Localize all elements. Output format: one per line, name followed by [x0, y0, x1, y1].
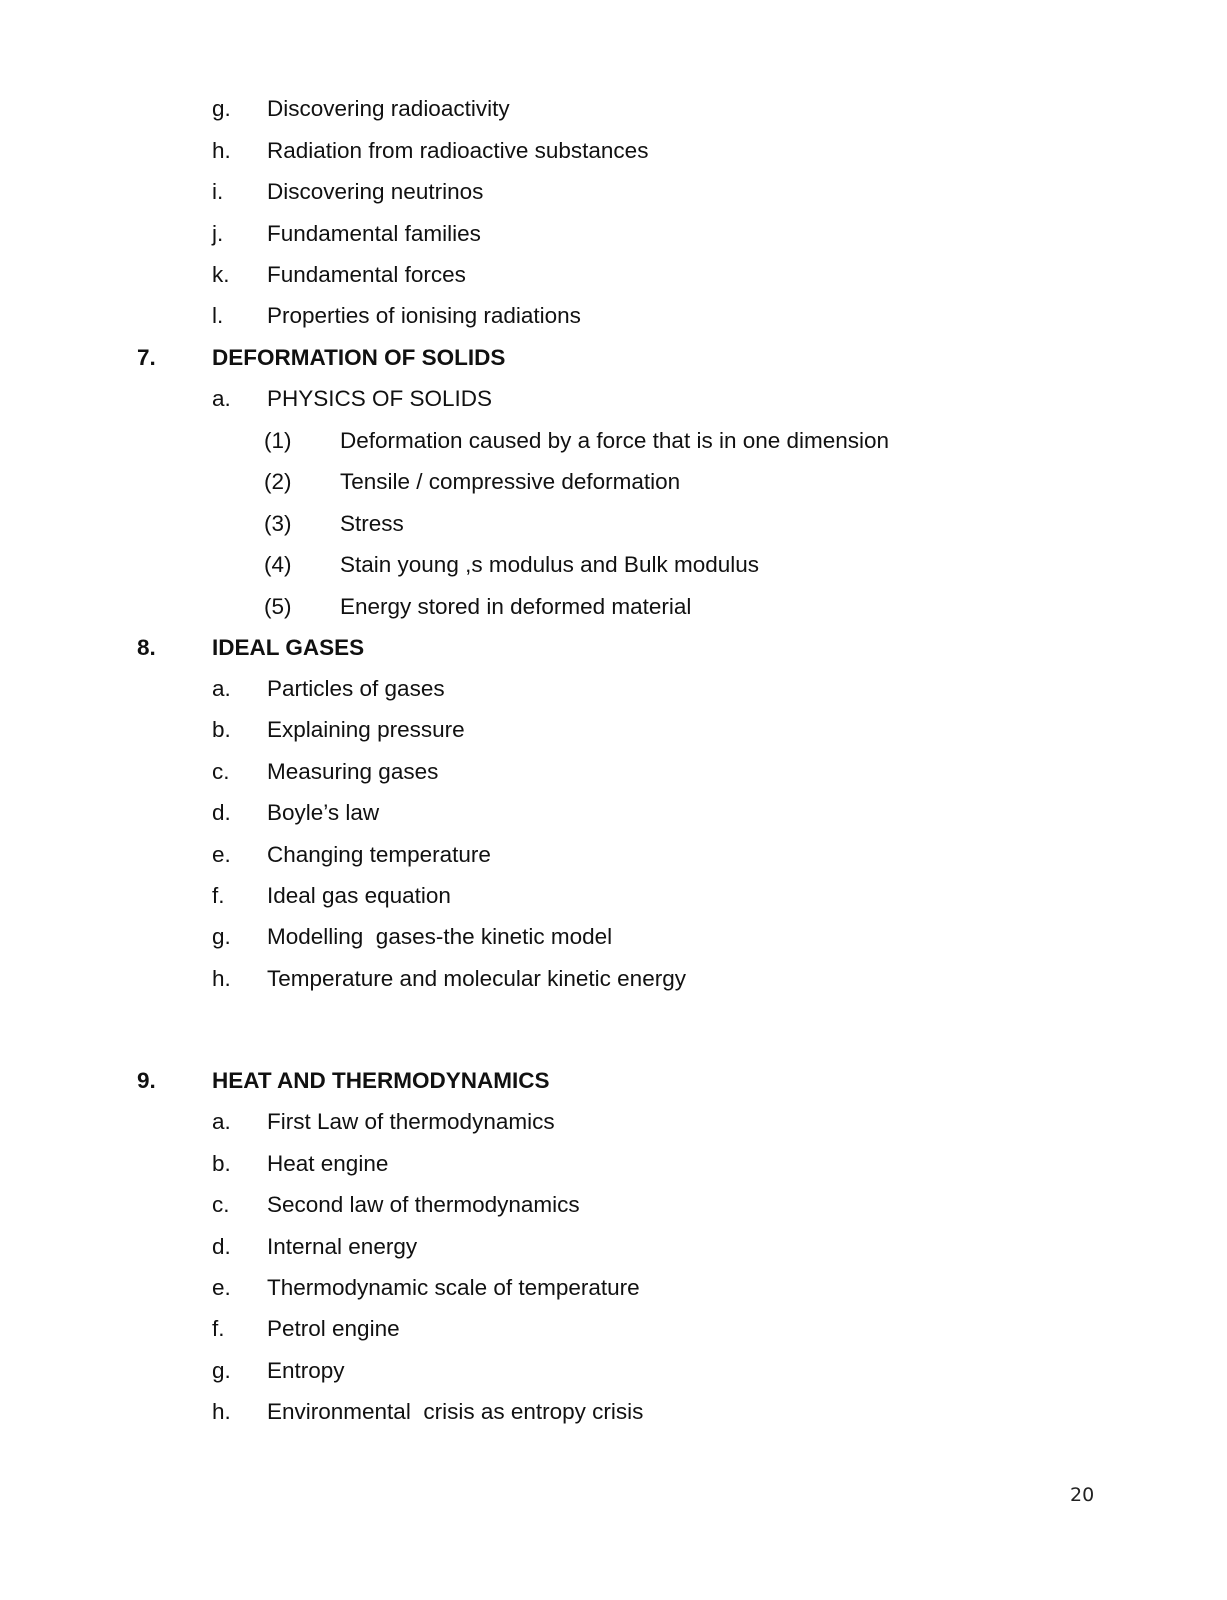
item-text: Petrol engine: [267, 1316, 400, 1341]
item-text: Discovering neutrinos: [267, 179, 484, 204]
item-label: a.: [212, 1109, 231, 1134]
item-label: k.: [212, 262, 230, 287]
item-text: Ideal gas equation: [267, 883, 451, 908]
subitem-label: (3): [264, 511, 292, 536]
item-text: Modelling gases-the kinetic model: [267, 924, 613, 949]
item-text: Particles of gases: [267, 676, 445, 701]
item-label: d.: [212, 1234, 231, 1259]
item-text: Measuring gases: [267, 759, 439, 784]
item-label: c.: [212, 1192, 230, 1217]
section-number: 9.: [137, 1068, 156, 1093]
section-title: DEFORMATION OF SOLIDS: [212, 345, 506, 370]
item-text: Boyle’s law: [267, 800, 380, 825]
item-label: e.: [212, 1275, 231, 1300]
item-label: a.: [212, 386, 231, 411]
section-title: IDEAL GASES: [212, 635, 365, 660]
item-label: h.: [212, 966, 231, 991]
section-number: 7.: [137, 345, 156, 370]
item-text: Thermodynamic scale of temperature: [267, 1275, 640, 1300]
item-label: j.: [212, 221, 224, 246]
item-text: Properties of ionising radiations: [267, 303, 581, 328]
item-label: f.: [212, 883, 225, 908]
item-label: b.: [212, 1151, 231, 1176]
subitem-text: Tensile / compressive deformation: [340, 469, 681, 494]
item-label: a.: [212, 676, 231, 701]
item-text: Fundamental families: [267, 221, 481, 246]
item-text: Discovering radioactivity: [267, 96, 510, 121]
item-label: i.: [212, 179, 224, 204]
item-label: g.: [212, 1358, 231, 1383]
item-text: First Law of thermodynamics: [267, 1109, 555, 1134]
item-label: g.: [212, 96, 231, 121]
item-label: g.: [212, 924, 231, 949]
item-label: l.: [212, 303, 224, 328]
item-label: h.: [212, 138, 231, 163]
subitem-label: (2): [264, 469, 292, 494]
section-title: HEAT AND THERMODYNAMICS: [212, 1068, 550, 1093]
subitem-text: Stain young ,s modulus and Bulk modulus: [340, 552, 759, 577]
subitem-text: Energy stored in deformed material: [340, 594, 692, 619]
subitem-label: (4): [264, 552, 292, 577]
item-label: b.: [212, 717, 231, 742]
item-label: e.: [212, 842, 231, 867]
item-label: c.: [212, 759, 230, 784]
item-text: Internal energy: [267, 1234, 418, 1259]
item-text: Changing temperature: [267, 842, 491, 867]
subitem-text: Stress: [340, 511, 404, 536]
section-number: 8.: [137, 635, 156, 660]
subitem-label: (5): [264, 594, 292, 619]
item-text: Entropy: [267, 1358, 345, 1383]
subitem-text: Deformation caused by a force that is in one dimension: [340, 428, 890, 453]
item-label: h.: [212, 1399, 231, 1424]
item-text: Heat engine: [267, 1151, 389, 1176]
item-text: Environmental crisis as entropy crisis: [267, 1399, 644, 1424]
item-text: Explaining pressure: [267, 717, 465, 742]
item-text: Temperature and molecular kinetic energy: [267, 966, 686, 991]
item-text: Second law of thermodynamics: [267, 1192, 580, 1217]
item-label: f.: [212, 1316, 225, 1341]
item-text: Fundamental forces: [267, 262, 466, 287]
item-label: d.: [212, 800, 231, 825]
page-number: 20: [1070, 1484, 1095, 1506]
subitem-label: (1): [264, 428, 292, 453]
item-text: PHYSICS OF SOLIDS: [267, 386, 493, 411]
item-text: Radiation from radioactive substances: [267, 138, 649, 163]
